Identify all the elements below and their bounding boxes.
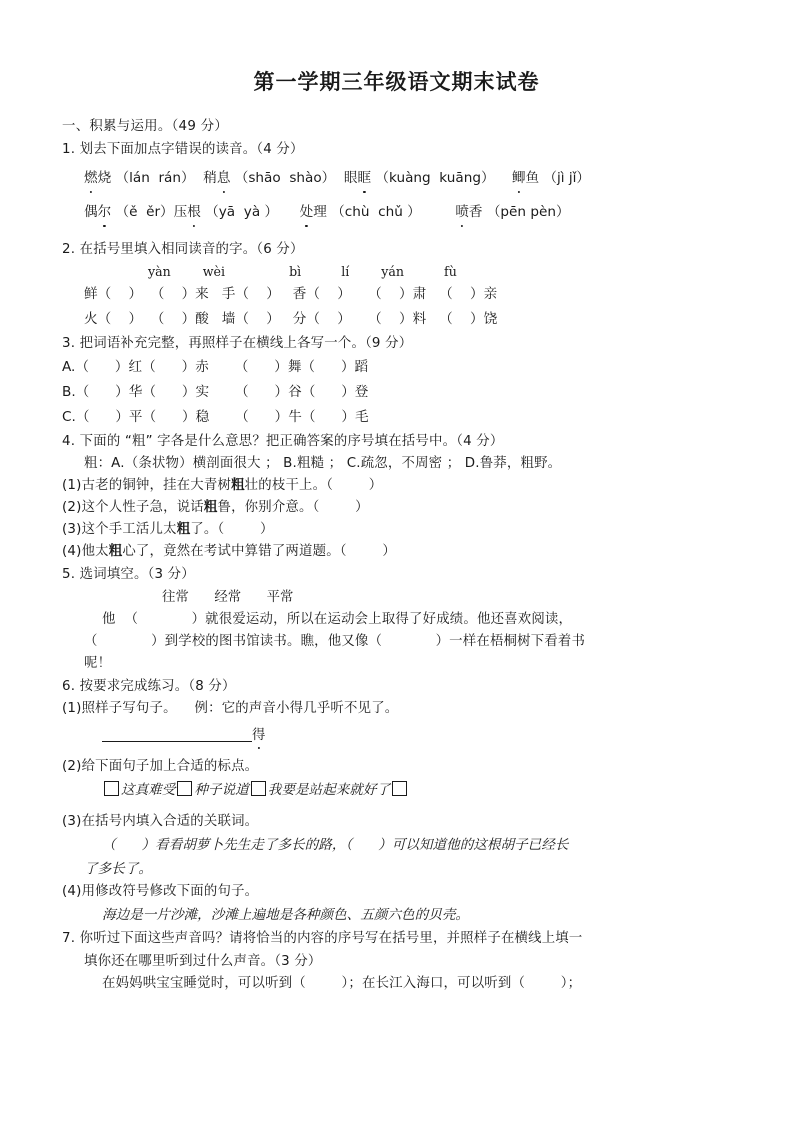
question-4-meanings: 粗：A.（条状物）横剖面很大 ； B.粗糙 ； C.疏忽，不周密 ； D.鲁莽，粗野。 bbox=[84, 456, 562, 471]
punctuation-box-4[interactable] bbox=[392, 781, 407, 796]
punctuation-box-2[interactable] bbox=[177, 781, 192, 796]
q4-item3-post: 了。 bbox=[190, 522, 218, 537]
question-4-item-2 bbox=[62, 497, 735, 519]
q4-item1-pre: (1)古老的铜钟，挂在大青树 bbox=[62, 478, 232, 493]
question-6-sub4-sentence: 海边是一片沙滩，沙滩上遍地是各种颜色、五颜六色的贝壳。 bbox=[102, 907, 470, 923]
question-6-heading: 6. 按要求完成练习。（8 分） bbox=[62, 679, 236, 694]
question-3-row-b: B.（ ）华（ ）实 （ ）谷（ ）登 bbox=[62, 384, 369, 400]
q4-item4-pre: (4)他太 bbox=[62, 544, 109, 559]
question-5-line-3: 呢！ bbox=[84, 656, 112, 671]
question-4-item-4 bbox=[62, 541, 735, 563]
question-4-item-3 bbox=[62, 519, 735, 541]
question-6-sub1-prompt: (1)照样子写句子。 例：它的声音小得几乎听不见了。 bbox=[62, 701, 399, 716]
question-5-line-1[interactable]: 他 （ ）就很爱运动，所以在运动会上取得了好成绩。他还喜欢阅读， bbox=[102, 612, 573, 627]
question-1-row-1: 燃烧 （lán rán） 稍息 （shāo shào） 眼眶 （kuàng kuāng） 鲫鱼 （jì jǐ） bbox=[62, 166, 735, 191]
exam-body bbox=[0, 115, 793, 995]
punctuation-box-1[interactable] bbox=[104, 781, 119, 796]
question-3-heading: 3. 把词语补充完整，再照样子在横线上各写一个。（9 分） bbox=[62, 336, 413, 351]
question-6-sub3-line-2: 了多长了。 bbox=[84, 861, 152, 877]
question-6-sub2-prompt: (2)给下面句子加上合适的标点。 bbox=[62, 759, 259, 774]
q4-item3-answer-bracket[interactable]: （ ） bbox=[217, 522, 274, 537]
question-5-word-bank: 往常 经常 平常 bbox=[162, 590, 294, 605]
question-7-heading-line-1: 7. 你听过下面这些声音吗？请将恰当的内容的序号写在括号里，并照样子在横线上填一 bbox=[62, 931, 583, 946]
q6-sub2-seg-3: 我要是站起来就好了 bbox=[267, 782, 391, 798]
q4-item2-keyword: 粗 bbox=[203, 500, 218, 515]
question-6-sub4-prompt: (4)用修改符号修改下面的句子。 bbox=[62, 884, 259, 899]
q6-sub2-seg-2: 种子说道 bbox=[194, 782, 249, 798]
question-2-row-2: 火（ ） （ ）酸 墙（ ） 分（ ） （ ）料 （ ）饶 bbox=[84, 311, 498, 327]
q4-item2-answer-bracket[interactable]: （ ） bbox=[312, 500, 369, 515]
question-3-row-c: C.（ ）平（ ）稳 （ ）牛（ ）毛 bbox=[62, 409, 369, 425]
question-5-heading: 5. 选词填空。（3 分） bbox=[62, 567, 195, 582]
q4-item4-answer-bracket[interactable]: （ ） bbox=[339, 544, 396, 559]
q4-item4-post: 心了，竟然在考试中算错了两道题。 bbox=[122, 544, 340, 559]
question-1-heading: 1. 划去下面加点字错误的读音。（4 分） bbox=[62, 142, 304, 157]
q4-item2-post: 鲁，你别介意。 bbox=[217, 500, 313, 515]
q4-item3-pre: (3)这个手工活儿太 bbox=[62, 522, 177, 537]
question-5-line-2[interactable]: （ ）到学校的图书馆读书。瞧，他又像（ ）一样在梧桐树下看着书 bbox=[84, 634, 586, 649]
question-7-body[interactable]: 在妈妈哄宝宝睡觉时，可以听到（ ）；在长江入海口，可以听到（ ）； bbox=[102, 976, 582, 991]
question-6-sub3-line-1[interactable]: （ ）看看胡萝卜先生走了多长的路，（ ）可以知道他的这根胡子已经长 bbox=[102, 837, 569, 853]
question-4-heading: 4. 下面的 “粗” 字各是什么意思？把正确答案的序号填在括号中。（4 分） bbox=[62, 434, 504, 449]
q4-item1-keyword: 粗 bbox=[231, 478, 245, 493]
question-6-sub2-sentence bbox=[62, 778, 735, 802]
question-6-sub1-answer-line[interactable] bbox=[62, 725, 735, 747]
question-7-heading-line-2: 填你还在哪里听到过什么声音。（3 分） bbox=[84, 954, 322, 969]
question-6-sub3-prompt: (3)在括号内填入合适的关联词。 bbox=[62, 814, 259, 829]
punctuation-box-3[interactable] bbox=[251, 781, 266, 796]
q4-item3-keyword: 粗 bbox=[176, 522, 191, 537]
q6-sub2-seg-1: 这真难受 bbox=[121, 782, 176, 798]
question-4-item-1 bbox=[62, 475, 735, 497]
q4-item2-pre: (2)这个人性子急，说话 bbox=[62, 500, 204, 515]
section-one-heading: 一、积累与运用。（49 分） bbox=[62, 119, 229, 134]
question-2-row-1: 鲜（ ） （ ）来 手（ ） 香（ ） （ ）肃 （ ）亲 bbox=[84, 286, 498, 302]
answer-underline[interactable] bbox=[102, 727, 252, 742]
q4-item1-answer-bracket[interactable]: （ ） bbox=[326, 478, 383, 493]
question-1-row-2: 偶尔 （ě ěr）压根 （yā yà ） 处理 （chù chǔ ） 喷香 （pēn pèn） bbox=[62, 200, 735, 225]
question-2-pinyin-header: yàn wèi bì lí yán fù bbox=[140, 264, 457, 279]
q4-item1-post: 壮的枝干上。 bbox=[244, 478, 327, 493]
question-6-sub1-suffix: 得 bbox=[252, 725, 266, 747]
page-title: 第一学期三年级语文期末试卷 bbox=[253, 70, 540, 94]
question-3-row-a: A.（ ）红（ ）赤 （ ）舞（ ）蹈 bbox=[62, 359, 369, 375]
question-2-heading: 2. 在括号里填入相同读音的字。（6 分） bbox=[62, 242, 304, 257]
q4-item4-keyword: 粗 bbox=[108, 544, 123, 559]
